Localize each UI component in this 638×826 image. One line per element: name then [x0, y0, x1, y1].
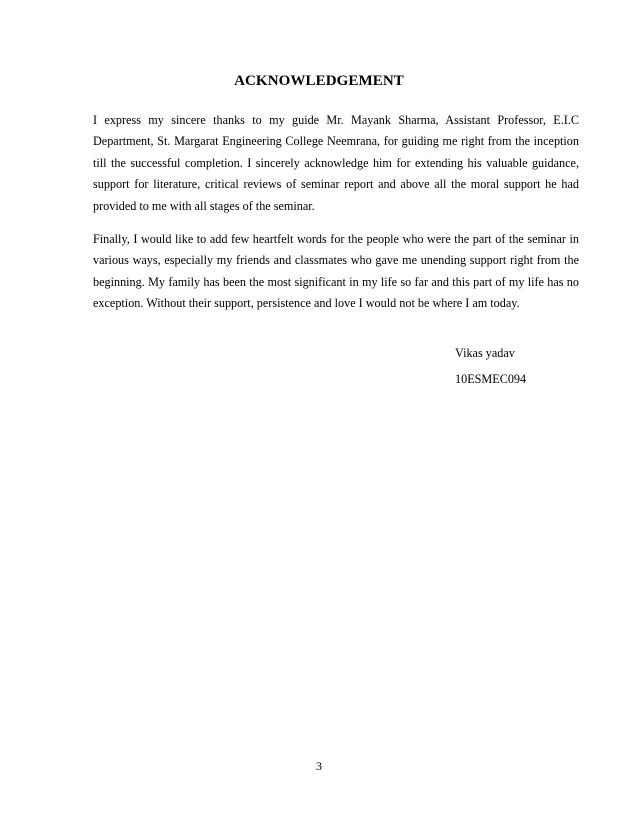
signature-roll-number: 10ESMEC094	[455, 372, 527, 386]
paragraph-thanks-friends-family: Finally, I would like to add few heartfelt words for the people who were the part of the seminar in various ways, especially my friends and classmates who gave me unending support right from the beginning. My family has been the most significant in my life so far and this part of my life has no exception. Without their support, persistence and love I would not be where I am today.	[93, 232, 579, 311]
paragraph-thanks-guide: I express my sincere thanks to my guide Mr. Mayank Sharma, Assistant Professor, E.I.C Department, St. Margarat Engineering College Neemrana, for guiding me right from the inception till the successful completion. I sincerely acknowledge him for extending his valuable guidance, support for literature, critical reviews of seminar report and above all the moral support he had provided to me with all stages of the seminar.	[93, 113, 579, 213]
page-title: ACKNOWLEDGEMENT	[234, 73, 404, 89]
signature-name: Vikas yadav	[455, 346, 515, 360]
page-number: 3	[316, 759, 322, 773]
